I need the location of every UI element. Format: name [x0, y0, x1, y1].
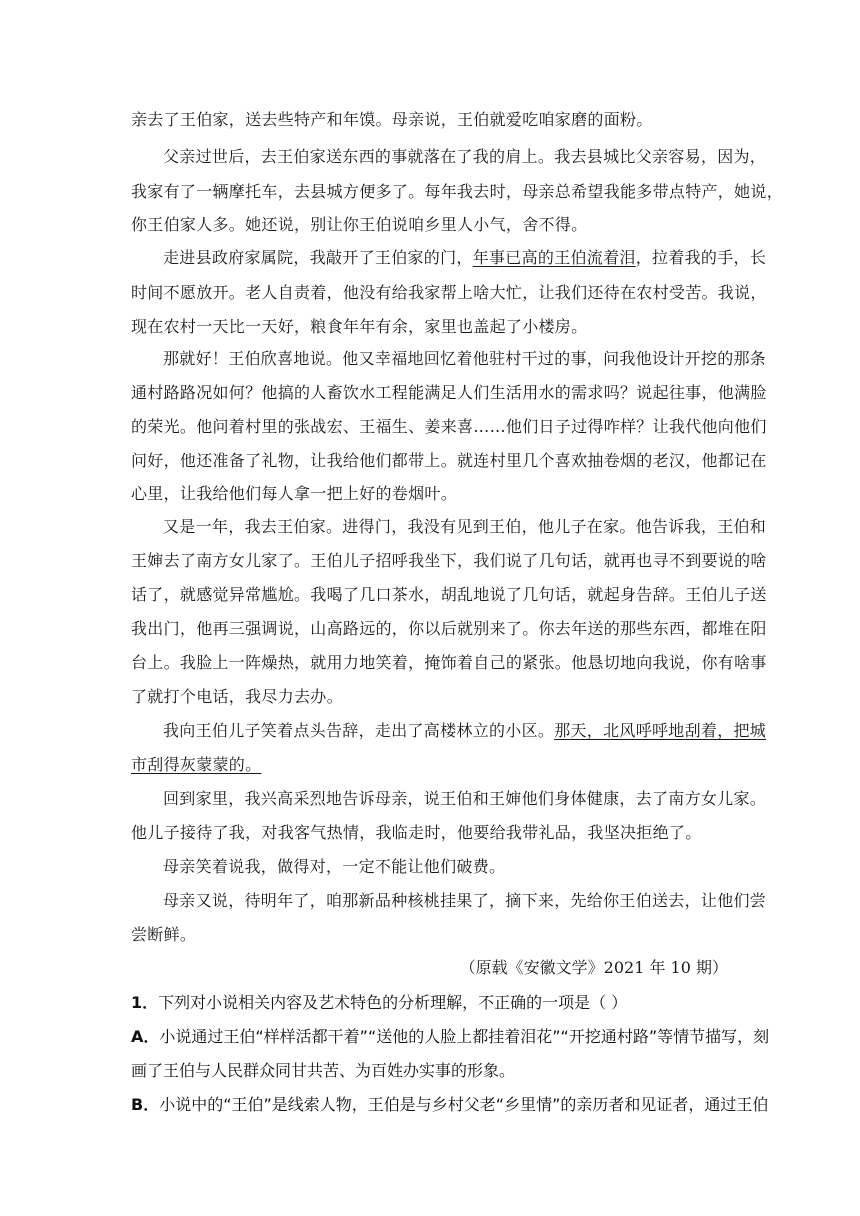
text-span: 他儿子接待了我，对我客气热情，我临走时，他要给我带礼品，我坚决拒绝了。	[131, 823, 702, 842]
text-span: 的荣光。他问着村里的张战宏、王福生、姜来喜……他们日子过得咋样？让我代他向他们	[131, 417, 767, 436]
paragraph-line	[163, 857, 731, 877]
text-span: ，拉着我的手，长	[635, 248, 767, 267]
option-label: A．	[131, 1027, 160, 1046]
option-label: B．	[131, 1095, 160, 1114]
option-a-line	[131, 1061, 731, 1081]
underlined-text: 那天，北风呼呼地刮着，把城	[554, 721, 767, 740]
paragraph-line	[163, 349, 767, 369]
option-text: 小说中的“王伯”是线索人物，王伯是与乡村父老“乡里情”的亲历者和见证者，通过王伯	[159, 1095, 769, 1114]
paragraph-line	[163, 517, 767, 537]
paragraph-line	[131, 619, 767, 639]
option-text: 小说通过王伯“样样活都干着”“送他的人脸上都挂着泪花”“开挖通村路”等情节描写，刻	[159, 1027, 770, 1046]
paragraph-line	[163, 891, 767, 911]
paragraph-line	[131, 484, 731, 504]
paragraph-line	[131, 283, 767, 303]
text-span: 回到家里，我兴高采烈地告诉母亲，说王伯和王婶他们身体健康，去了南方女儿家。	[163, 789, 767, 808]
text-span: 我向王伯儿子笑着点头告辞，走出了高楼林立的小区。	[163, 721, 555, 740]
text-span: 亲去了王伯家，送去些特产和年馍。母亲说，王伯就爱吃咱家磨的面粉。	[131, 110, 653, 129]
option-b-line	[131, 1095, 769, 1115]
text-span: 问好，他还准备了礼物，让我给他们都带上。就连村里几个喜欢抽卷烟的老汉，他都记在	[131, 451, 767, 470]
paragraph-line	[131, 110, 731, 130]
text-span: 母亲笑着说我，做得对，一定不能让他们破费。	[163, 857, 506, 876]
underlined-text: 市刮得灰蒙蒙的。	[131, 755, 262, 774]
text-span: 我家有了一辆摩托车，去县城方便多了。每年我去时，母亲总希望我能多带点特产，她说，	[131, 182, 784, 201]
text-span: 通村路路况如何？他搞的人畜饮水工程能满足人们生活用水的需求吗？说起往事，他满脸	[131, 383, 767, 402]
underlined-text: 年事已高的王伯流着泪	[472, 248, 636, 267]
question-number: 1．	[131, 993, 159, 1012]
text-span: 现在农村一天比一天好，粮食年年有余，家里也盖起了小楼房。	[131, 317, 588, 336]
text-span: 走进县政府家属院，我敲开了王伯家的门，	[163, 248, 473, 267]
text-span: 那就好！王伯欣喜地说。他又幸福地回忆着他驻村干过的事，问我他设计开挖的那条	[163, 349, 767, 368]
text-span: 心里，让我给他们每人拿一把上好的卷烟叶。	[131, 484, 458, 503]
text-span: 时间不愿放开。老人自责着，他没有给我家帮上啥大忙，让我们还待在农村受苦。我说，	[131, 283, 767, 302]
option-text: 画了王伯与人民群众同甘共苦、为百姓办实事的形象。	[131, 1061, 516, 1080]
paragraph-line	[131, 451, 767, 471]
text-span: 台上。我脸上一阵燥热，就用力地笑着，掩饰着自己的紧张。他恳切地向我说，你有啥事	[131, 653, 767, 672]
paragraph-line	[163, 147, 767, 167]
option-a-line	[131, 1027, 770, 1047]
paragraph-line	[163, 789, 767, 809]
question-1	[131, 993, 731, 1013]
text-span: 父亲过世后，去王伯家送东西的事就落在了我的肩上。我去县城比父亲容易，因为，	[163, 147, 767, 166]
text-span: 话了，就感觉异常尴尬。我喝了几口茶水，胡乱地说了几句话，就起身告辞。王伯儿子送	[131, 585, 767, 604]
paragraph-line	[131, 925, 731, 945]
paragraph-line	[131, 182, 784, 202]
text-span: 我出门，他再三强调说，山高路远的，你以后就别来了。你去年送的那些东西，都堆在阳	[131, 619, 767, 638]
paragraph-line	[131, 585, 767, 605]
paragraph-line	[131, 755, 731, 775]
text-span: 了就打个电话，我尽力去办。	[131, 687, 343, 706]
text-span: 尝断鲜。	[131, 925, 197, 944]
text-span: 母亲又说，待明年了，咱那新品种核桃挂果了，摘下来，先给你王伯送去，让他们尝	[163, 891, 767, 910]
paragraph-line	[131, 653, 767, 673]
paragraph-line	[163, 721, 767, 741]
paragraph-line	[131, 823, 731, 843]
paragraph-line	[131, 383, 767, 403]
paragraph-line	[131, 687, 731, 707]
paragraph-line	[131, 215, 731, 235]
paragraph-line	[131, 317, 731, 337]
text-span: 你王伯家人多。她还说，别让你王伯说咱乡里人小气，舍不得。	[131, 215, 588, 234]
text-span: 王婶去了南方女儿家了。王伯儿子招呼我坐下，我们说了几句话，就再也寻不到要说的啥	[131, 551, 767, 570]
paragraph-line	[131, 417, 767, 437]
text-span: 又是一年，我去王伯家。进得门，我没有见到王伯，他儿子在家。他告诉我，王伯和	[163, 517, 767, 536]
paragraph-line	[163, 248, 767, 268]
source-citation: （原载《安徽文学》2021 年 10 期）	[459, 958, 728, 977]
question-stem: 下列对小说相关内容及艺术特色的分析理解，不正确的一项是（ ）	[158, 993, 628, 1012]
paragraph-line	[131, 551, 767, 571]
